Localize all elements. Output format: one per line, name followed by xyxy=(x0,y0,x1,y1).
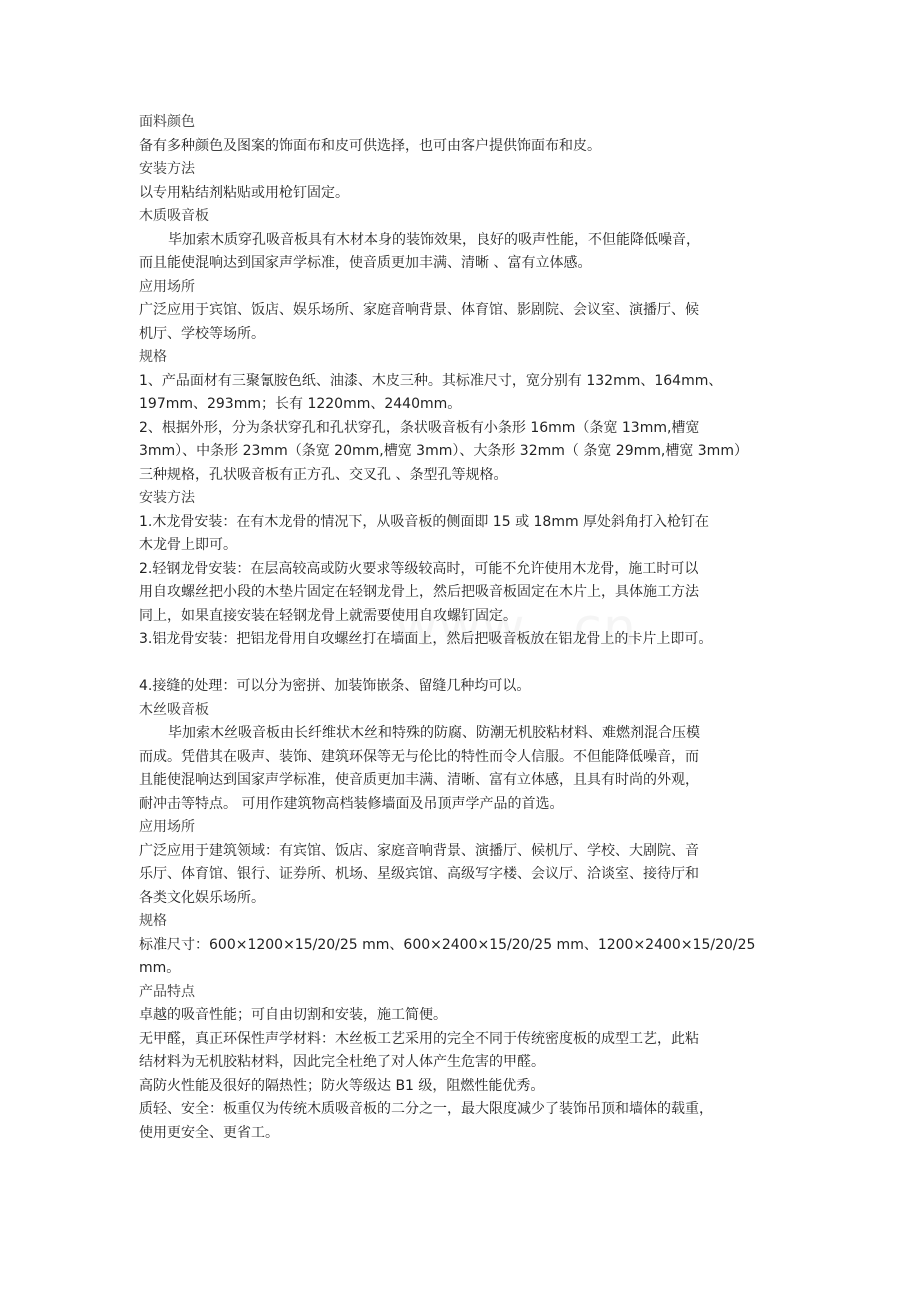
text-line-install-2-2b: 用自攻螺丝把小段的木垫片固定在轻钢龙骨上，然后把吸音板固定在木片上，具体施工方法 xyxy=(139,584,699,600)
text-line-fabric-color-desc: 备有多种颜色及图案的饰面布和皮可供选择，也可由客户提供饰面布和皮。 xyxy=(139,137,601,154)
text-line-install-1-desc: 以专用粘结剂粘贴或用枪钉固定。 xyxy=(139,184,349,201)
section-heading-h-application-1: 应用场所 xyxy=(139,278,195,295)
text-line-feature-4a: 质轻、安全：板重仅为传统木质吸音板的二分之一，最大限度减少了装饰吊顶和墙体的载重， xyxy=(139,1101,713,1117)
text-line-application-1b: 机厅、学校等场所。 xyxy=(139,325,265,342)
text-line-application-2c: 各类文化娱乐场所。 xyxy=(139,889,265,906)
text-line-spec-2b: mm。 xyxy=(139,960,181,976)
text-line-wool-panel-p1a: 毕加索木丝吸音板由长纤维状木丝和特殊的防腐、防潮无机胶粘材料、难燃剂混合压模 xyxy=(168,725,700,741)
text-line-feature-4b: 使用更安全、更省工。 xyxy=(139,1124,279,1141)
text-line-spec-1-1b: 197mm、293mm；长有 1220mm、2440mm。 xyxy=(139,396,462,412)
text-line-install-2-2a: 2.轻钢龙骨安装：在层高较高或防火要求等级较高时，可能不允许使用木龙骨，施工时可以 xyxy=(139,560,699,577)
text-line-install-2-2c: 同上，如果直接安装在轻钢龙骨上就需要使用自攻螺钉固定。 xyxy=(139,607,517,624)
text-line-application-2a: 广泛应用于建筑领域：有宾馆、饭店、家庭音响背景、演播厅、候机厅、学校、大剧院、音 xyxy=(139,842,699,859)
text-line-feature-1: 卓越的吸音性能；可自由切割和安装，施工简便。 xyxy=(139,1007,447,1023)
text-line-wool-panel-p1d: 耐冲击等特点。 可用作建筑物高档装修墙面及吊顶声学产品的首选。 xyxy=(139,795,564,812)
text-line-install-2-1a: 1.木龙骨安装：在有木龙骨的情况下，从吸音板的侧面即 15 或 18mm 厚处斜角打入枪钉在 xyxy=(139,513,710,530)
section-heading-h-wool-panel: 木丝吸音板 xyxy=(139,701,209,718)
text-line-application-2b: 乐厅、体育馆、银行、证券所、机场、星级宾馆、高级写字楼、会议厅、洽谈室、接待厅和 xyxy=(139,866,699,882)
text-line-spec-2a: 标准尺寸：600×1200×15/20/25 mm、600×2400×15/20/25 mm、1200×2400×15/20/25 xyxy=(139,936,756,953)
text-line-wool-panel-p1c: 且能使混响达到国家声学标准，使音质更加丰满、清晰、富有立体感，且具有时尚的外观， xyxy=(139,772,699,788)
text-line-wood-panel-p1b: 而且能使混响达到国家声学标准，使音质更加丰满、清晰 、富有立体感。 xyxy=(139,255,592,271)
document-body xyxy=(139,111,789,1145)
text-line-install-2-1b: 木龙骨上即可。 xyxy=(139,537,237,553)
text-line-install-2-3: 3.铝龙骨安装：把铝龙骨用自攻螺丝打在墙面上，然后把吸音板放在铝龙骨上的卡片上即可。 xyxy=(139,631,713,647)
section-heading-h-spec-2: 规格 xyxy=(139,913,167,929)
section-heading-h-install-2: 安装方法 xyxy=(139,490,195,506)
text-line-install-2-4: 4.接缝的处理：可以分为密拼、加装饰嵌条、留缝几种均可以。 xyxy=(139,678,531,694)
text-line-spec-1-2b: 3mm）、中条形 23mm（条宽 20mm,槽宽 3mm）、大条形 32mm（ 条宽 29mm,槽宽 3mm） xyxy=(139,443,748,459)
text-line-spec-1-1a: 1、产品面材有三聚氰胺色纸、油漆、木皮三种。其标准尺寸，宽分别有 132mm、164mm、 xyxy=(139,372,723,389)
text-line-spec-1-2a: 2、根据外形，分为条状穿孔和孔状穿孔，条状吸音板有小条形 16mm（条宽 13mm,槽宽 xyxy=(139,419,700,436)
section-heading-h-features: 产品特点 xyxy=(139,983,195,1000)
text-line-application-1a: 广泛应用于宾馆、饭店、娱乐场所、家庭音响背景、体育馆、影剧院、会议室、演播厅、候 xyxy=(139,302,699,318)
text-line-wood-panel-p1a: 毕加索木质穿孔吸音板具有木材本身的装饰效果，良好的吸声性能，不但能降低噪音， xyxy=(168,231,700,248)
section-heading-h-spec-1: 规格 xyxy=(139,349,167,365)
text-line-feature-2a: 无甲醛，真正环保性声学材料：木丝板工艺采用的完全不同于传统密度板的成型工艺，此粘 xyxy=(139,1030,699,1047)
text-line-feature-3: 高防火性能及很好的隔热性；防火等级达 B1 级，阻燃性能优秀。 xyxy=(139,1077,545,1094)
text-line-spec-1-2c: 三种规格，孔状吸音板有正方孔、交叉孔 、条型孔等规格。 xyxy=(139,466,508,483)
section-heading-h-fabric-color: 面料颜色 xyxy=(139,114,195,130)
text-line-feature-2b: 结材料为无机胶粘材料，因此完全杜绝了对人体产生危害的甲醛。 xyxy=(139,1054,545,1070)
section-heading-h-application-2: 应用场所 xyxy=(139,819,195,835)
section-heading-h-wood-panel: 木质吸音板 xyxy=(139,208,209,224)
section-heading-h-install-1: 安装方法 xyxy=(139,161,195,177)
text-line-wool-panel-p1b: 而成。凭借其在吸声、装饰、建筑环保等无与伦比的特性而令人信服。不但能降低噪音，而 xyxy=(139,748,699,765)
blank-line xyxy=(139,652,789,676)
